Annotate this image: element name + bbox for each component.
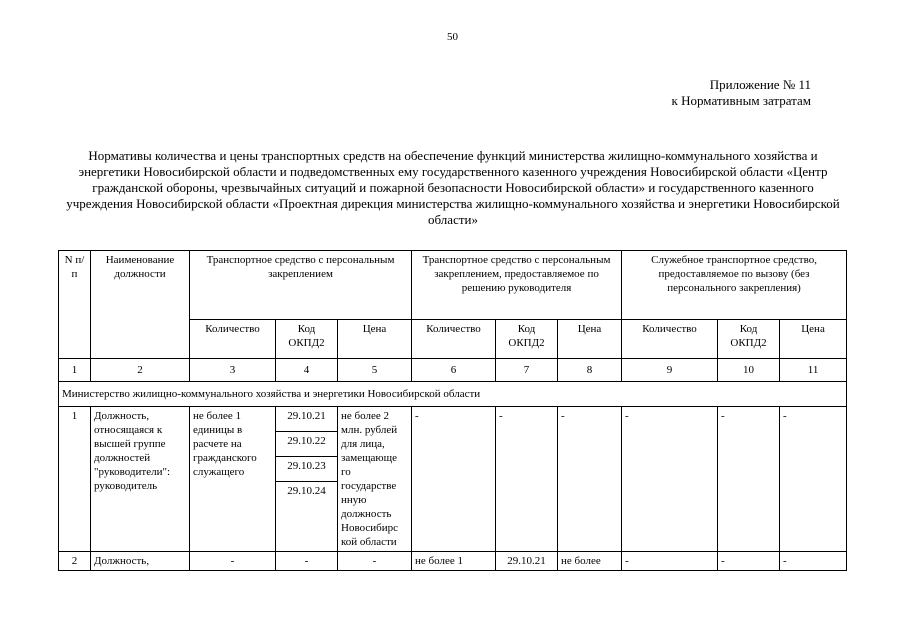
row-code-by-decision: -	[496, 407, 558, 552]
header-code-1: Код ОКПД2	[276, 320, 338, 359]
table-header-row	[59, 251, 847, 320]
appendix-line-2: к Нормативным затратам	[671, 93, 811, 108]
table-row	[59, 407, 847, 552]
header-group-on-call: Служебное транспортное средство, предоставляемое по вызову (без персонального закрепления)	[622, 251, 847, 320]
header-qty-1: Количество	[190, 320, 276, 359]
row-code-by-decision: 29.10.21	[496, 552, 558, 571]
okpd-code: 29.10.21	[276, 407, 337, 432]
column-index: 6	[412, 359, 496, 382]
row-num: 2	[59, 552, 91, 571]
document-title: Нормативы количества и цены транспортных средств на обеспечение функций министерства жилищно-коммунального хозяйства и энергетики Новосибирской области и подведомственных ему государственного казенного учреждения Новосибирской области «Центр гражданской обороны, чрезвычайных ситуаций и пожарной безопасности Новосибирской области» и государственного казенного учреждения Новосибирской области «Проектная дирекция министерства жилищно-коммунального хозяйства и энергетики Новосибирской области»	[66, 148, 840, 227]
okpd-code: 29.10.23	[276, 457, 337, 482]
okpd-code: 29.10.22	[276, 432, 337, 457]
header-group-by-decision: Транспортное средство с персональным закреплением, предоставляемое по решению руководителя	[412, 251, 622, 320]
column-index: 1	[59, 359, 91, 382]
header-num: N п/п	[59, 251, 91, 359]
column-index: 8	[558, 359, 622, 382]
row-price-personal: -	[338, 552, 412, 571]
row-qty-on-call: -	[622, 552, 718, 571]
column-index: 11	[780, 359, 847, 382]
norms-table	[58, 250, 847, 571]
header-code-3: Код ОКПД2	[718, 320, 780, 359]
row-position: Должность, относящаяся к высшей группе должностей "руководители": руководитель	[91, 407, 190, 552]
section-row	[59, 382, 847, 407]
column-index: 9	[622, 359, 718, 382]
header-price-2: Цена	[558, 320, 622, 359]
row-codes-personal	[276, 407, 338, 552]
row-qty-personal: не более 1 единицы в расчете на гражданского служащего	[190, 407, 276, 552]
header-position: Наименование должности	[91, 251, 190, 359]
header-price-1: Цена	[338, 320, 412, 359]
table-row	[59, 552, 847, 571]
row-price-on-call: -	[780, 552, 847, 571]
row-qty-personal: -	[190, 552, 276, 571]
row-price-by-decision: -	[558, 407, 622, 552]
header-qty-3: Количество	[622, 320, 718, 359]
row-price-personal: не более 2 млн. рублей для лица, замещающе го государстве нную должность Новосибирс кой области	[338, 407, 412, 552]
row-position: Должность,	[91, 552, 190, 571]
column-index: 7	[496, 359, 558, 382]
appendix-line-1: Приложение № 11	[709, 77, 811, 92]
row-code-personal: -	[276, 552, 338, 571]
row-qty-by-decision: не более 1	[412, 552, 496, 571]
row-qty-on-call: -	[622, 407, 718, 552]
column-index: 10	[718, 359, 780, 382]
column-index: 4	[276, 359, 338, 382]
header-group-personal: Транспортное средство с персональным закреплением	[190, 251, 412, 320]
section-title: Министерство жилищно-коммунального хозяйства и энергетики Новосибирской области	[59, 382, 847, 407]
page-number: 50	[447, 31, 458, 43]
appendix-note	[672, 77, 811, 109]
row-qty-by-decision: -	[412, 407, 496, 552]
row-code-on-call: -	[718, 407, 780, 552]
header-code-2: Код ОКПД2	[496, 320, 558, 359]
row-price-on-call: -	[780, 407, 847, 552]
header-qty-2: Количество	[412, 320, 496, 359]
column-index: 2	[91, 359, 190, 382]
row-num: 1	[59, 407, 91, 552]
okpd-code: 29.10.24	[287, 485, 326, 497]
header-price-3: Цена	[780, 320, 847, 359]
column-index: 5	[338, 359, 412, 382]
column-index-row	[59, 359, 847, 382]
row-price-by-decision: не более	[558, 552, 622, 571]
column-index: 3	[190, 359, 276, 382]
row-code-on-call: -	[718, 552, 780, 571]
